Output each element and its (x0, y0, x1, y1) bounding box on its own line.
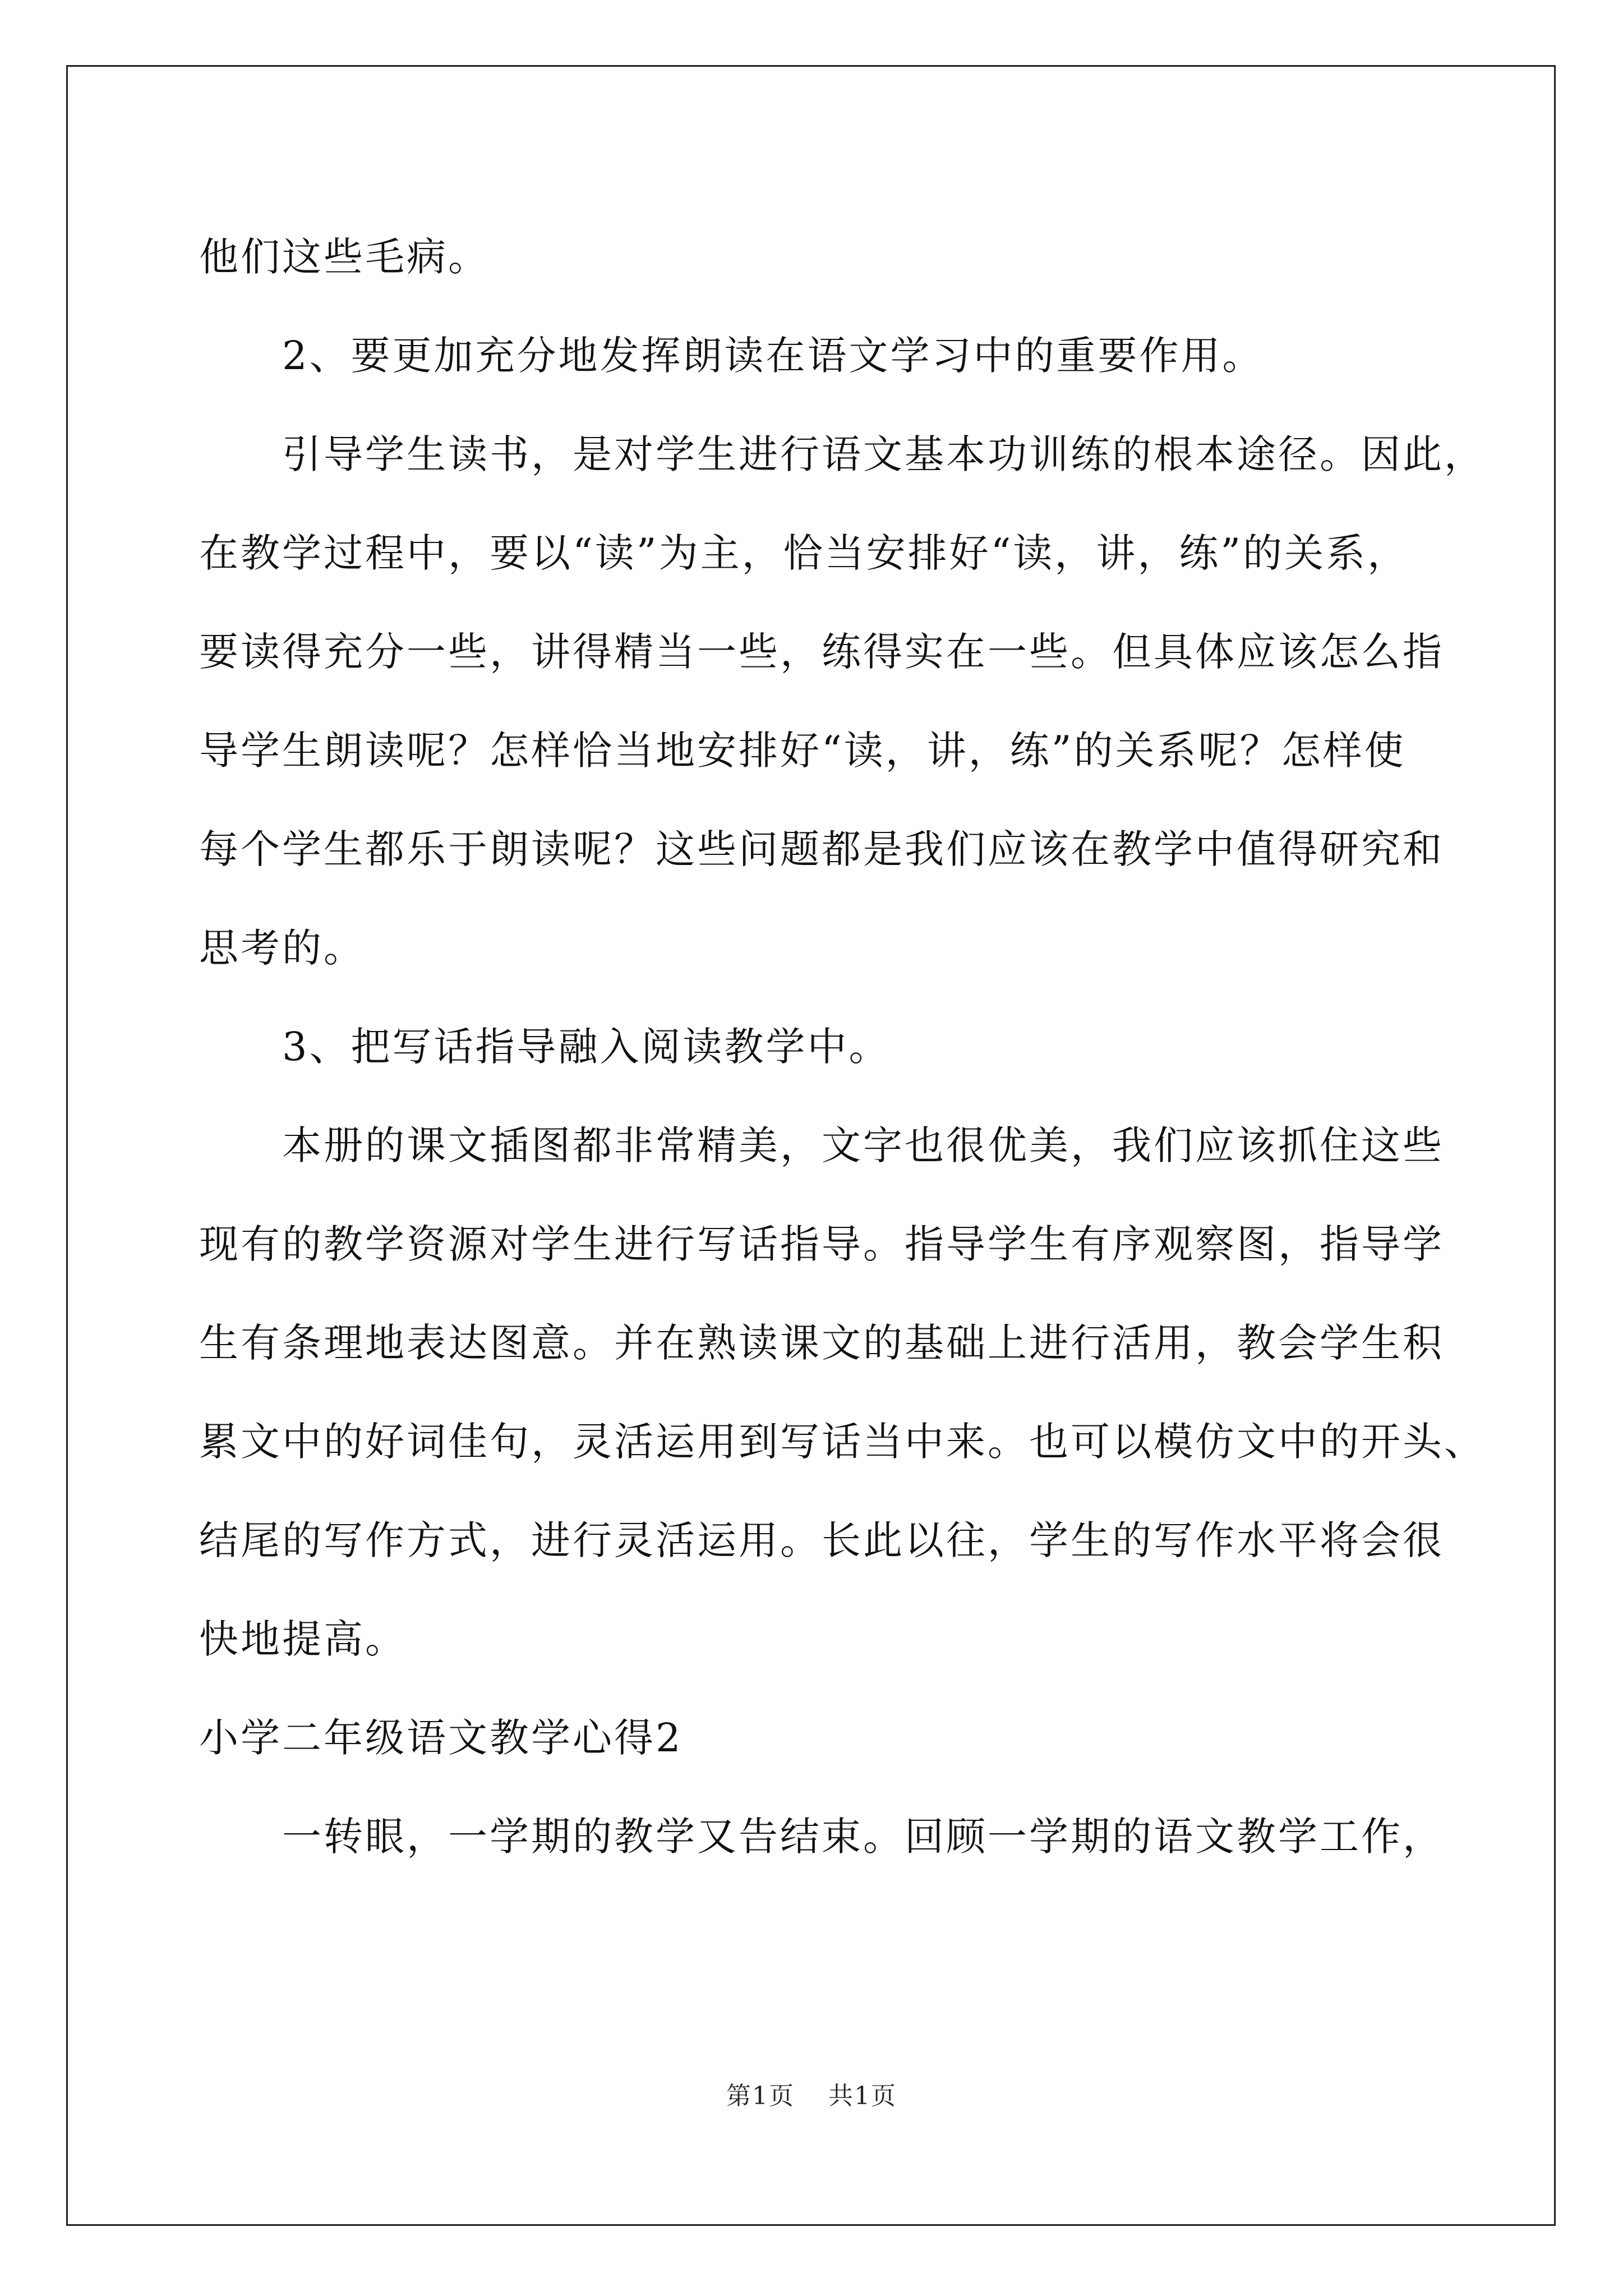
page-number-total: 共1页 (828, 2082, 897, 2110)
text-line: 现有的教学资源对学生进行写话指导。指导学生有序观察图，指导学 (199, 1221, 1444, 1267)
text-line: 本册的课文插图都非常精美，文字也很优美，我们应该抓住这些 (282, 1122, 1444, 1168)
page-footer (0, 2076, 1623, 2111)
text-line: 引导学生读书，是对学生进行语文基本功训练的根本途径。因此， (282, 431, 1486, 477)
text-line: 导学生朗读呢？怎样恰当地安排好“读，讲，练”的关系呢？怎样使 (199, 728, 1406, 774)
text-line: 快地提高。 (199, 1616, 407, 1662)
text-line: 思考的。 (199, 925, 365, 971)
text-line: 他们这些毛病。 (199, 234, 490, 280)
text-line: 生有条理地表达图意。并在熟读课文的基础上进行活用，教会学生积 (199, 1320, 1444, 1366)
text-line: 要读得充分一些，讲得精当一些，练得实在一些。但具体应该怎么指 (199, 629, 1444, 675)
section-heading: 3、把写话指导融入阅读教学中。 (282, 1024, 891, 1070)
text-line: 结尾的写作方式，进行灵活运用。长此以往，学生的写作水平将会很 (199, 1517, 1444, 1563)
section-heading: 2、要更加充分地发挥朗读在语文学习中的重要作用。 (282, 333, 1264, 379)
text-line: 一转眼，一学期的教学又告结束。回顾一学期的语文教学工作， (282, 1814, 1444, 1860)
document-body (199, 208, 1486, 1886)
text-line: 在教学过程中，要以“读”为主，恰当安排好“读，讲，练”的关系， (199, 530, 1409, 576)
text-line: 累文中的好词佳句，灵活运用到写话当中来。也可以模仿文中的开头、 (199, 1419, 1486, 1465)
article-title: 小学二年级语文教学心得2 (199, 1715, 683, 1761)
page-number-current: 第1页 (726, 2082, 795, 2110)
text-line: 每个学生都乐于朗读呢？这些问题都是我们应该在教学中值得研究和 (199, 826, 1444, 872)
